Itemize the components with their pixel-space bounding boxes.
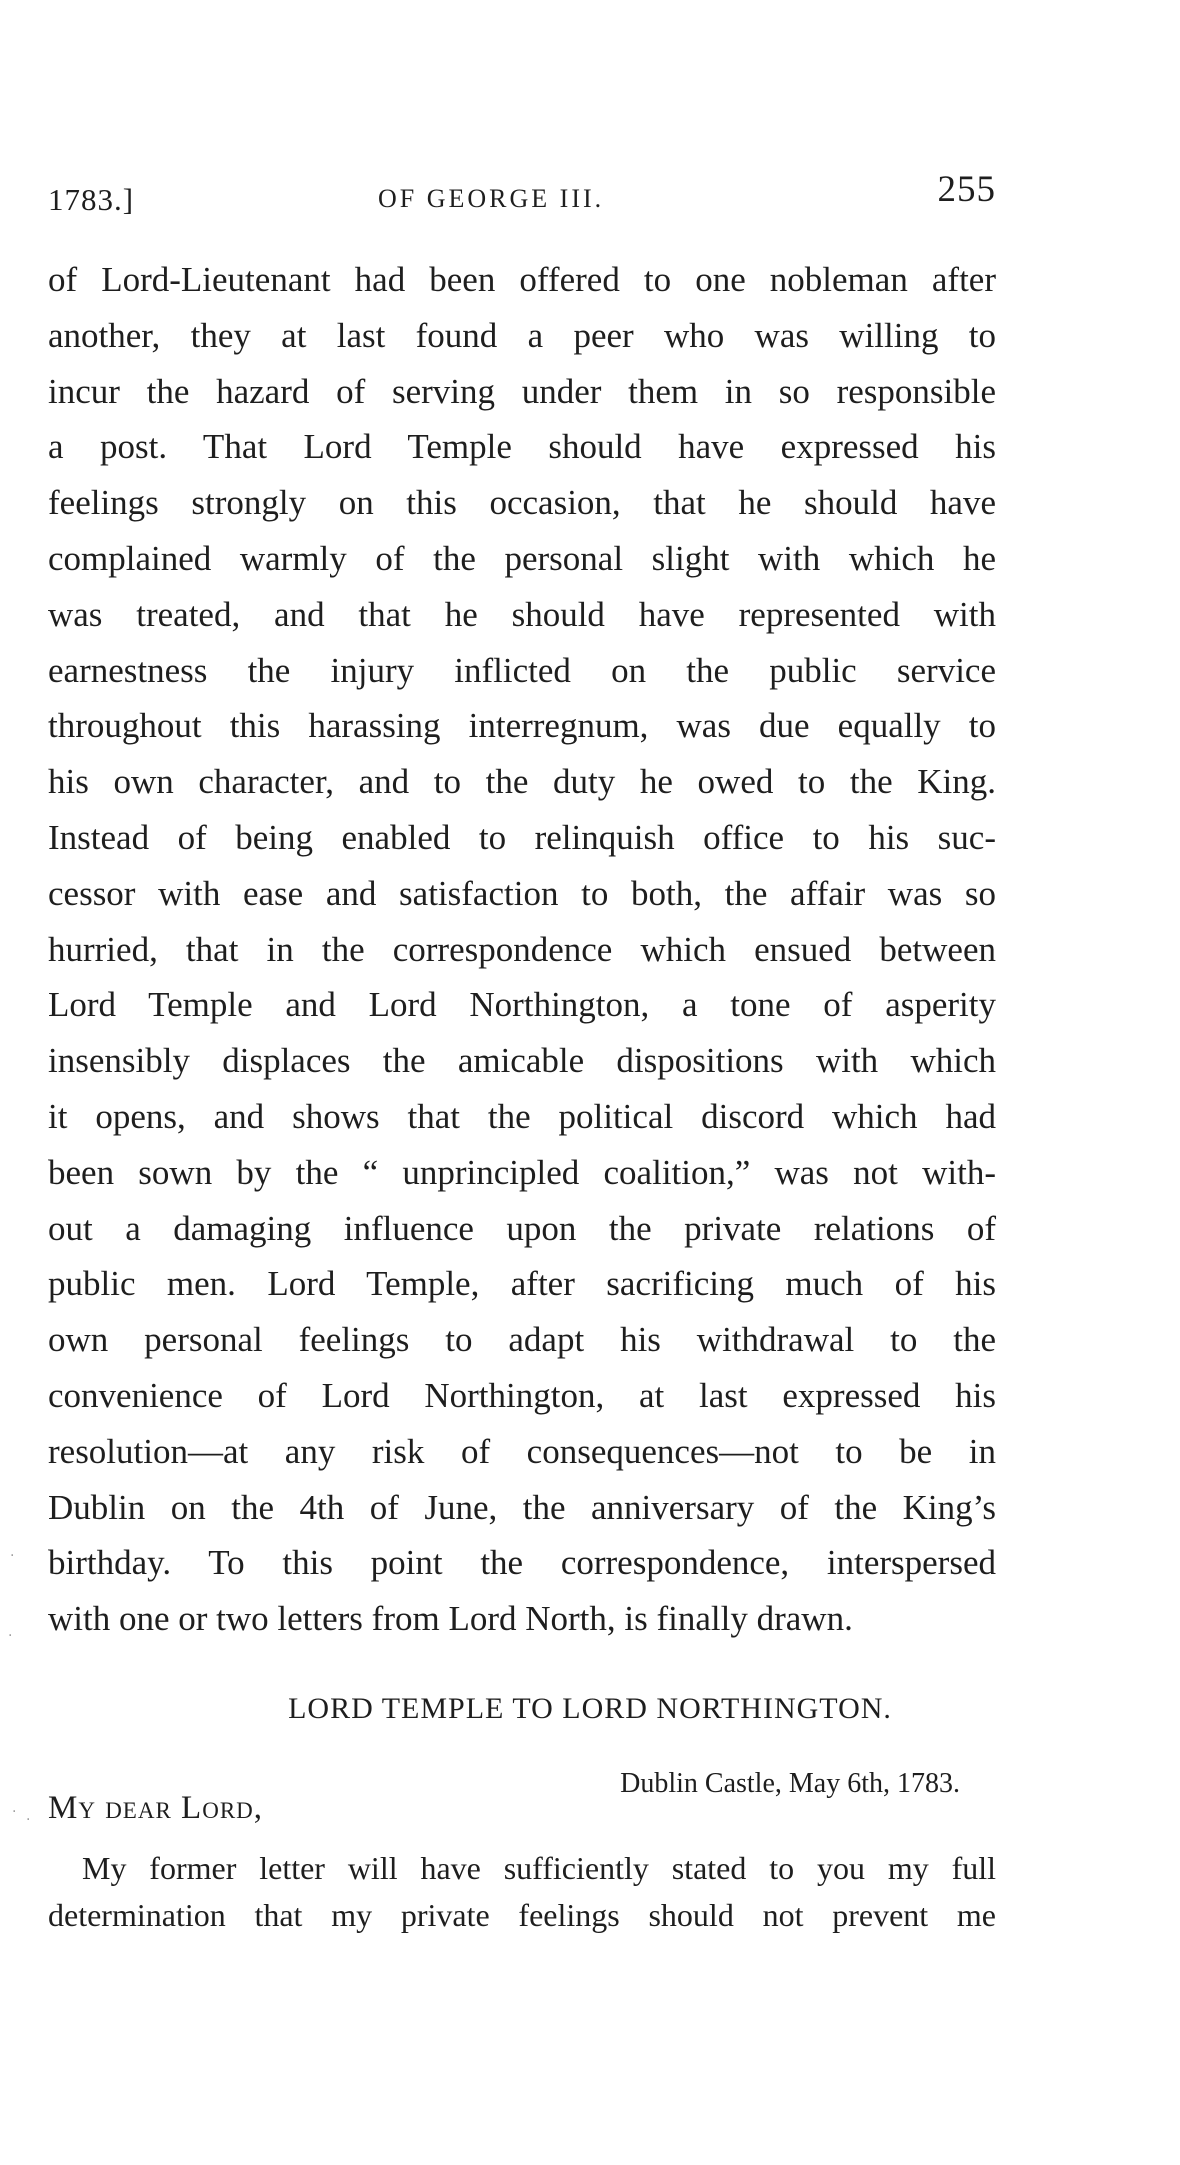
text-line: with one or two letters from Lord North, is finally drawn. [48, 1599, 853, 1639]
running-head-year: 1783.] [48, 182, 135, 217]
text-line: was treated, and that he should have represented with [48, 594, 996, 634]
text-line: hurried, that in the correspondence which ensued between [48, 929, 996, 969]
margin-speck: · [8, 1628, 13, 1644]
text-line: resolution—at any risk of consequences—not to be in [48, 1431, 996, 1471]
running-head [48, 168, 996, 218]
margin-speck: · [26, 1812, 31, 1828]
text-line: his own character, and to the duty he owed to the King. [48, 762, 996, 802]
text-line: cessor with ease and satisfaction to both, the affair was so [48, 873, 996, 913]
text-line: throughout this harassing interregnum, was due equally to [48, 706, 996, 746]
text-line: of Lord-Lieutenant had been offered to one nobleman after [48, 260, 996, 299]
text-line: it opens, and shows that the political discord which had [48, 1096, 996, 1136]
text-line: Lord Temple and Lord Northington, a tone of asperity [48, 985, 996, 1025]
text-line: out a damaging influence upon the private relations of [48, 1208, 996, 1248]
body-paragraph [48, 252, 996, 1647]
text-line: complained warmly of the personal slight with which he [48, 538, 996, 578]
text-line: convenience of Lord Northington, at last expressed his [48, 1375, 996, 1415]
text-line: Dublin on the 4th of June, the anniversary of the King’s [48, 1487, 996, 1527]
text-line: incur the hazard of serving under them in so responsible [48, 371, 996, 411]
text-line: another, they at last found a peer who was willing to [48, 315, 996, 355]
page-number: 255 [937, 169, 996, 210]
text-line: insensibly displaces the amicable dispositions with which [48, 1041, 996, 1081]
letter-salutation: My dear Lord, [48, 1790, 264, 1826]
margin-speck: · [10, 1548, 15, 1564]
letter-heading: LORD TEMPLE TO LORD NORTHINGTON. [288, 1692, 892, 1725]
running-head-title: OF GEORGE III. [378, 184, 605, 213]
text-line: earnestness the injury inflicted on the public service [48, 650, 996, 690]
letter-body [48, 1845, 996, 1939]
letter-dateline: Dublin Castle, May 6th, 1783. [620, 1768, 960, 1799]
text-line: public men. Lord Temple, after sacrificing much of his [48, 1264, 996, 1304]
letter-line: My former letter will have sufficiently stated to you my full [82, 1850, 996, 1886]
text-line: a post. That Lord Temple should have expressed his [48, 427, 996, 467]
text-line: birthday. To this point the correspondence, interspersed [48, 1543, 996, 1583]
letter-line: determination that my private feelings should not prevent me [48, 1897, 996, 1933]
text-line: feelings strongly on this occasion, that he should have [48, 483, 996, 523]
text-line: been sown by the “ unprincipled coalition,” was not with- [48, 1152, 996, 1192]
margin-speck: · [12, 1804, 17, 1820]
text-line: own personal feelings to adapt his withdrawal to the [48, 1320, 996, 1360]
text-line: Instead of being enabled to relinquish office to his suc- [48, 817, 996, 857]
